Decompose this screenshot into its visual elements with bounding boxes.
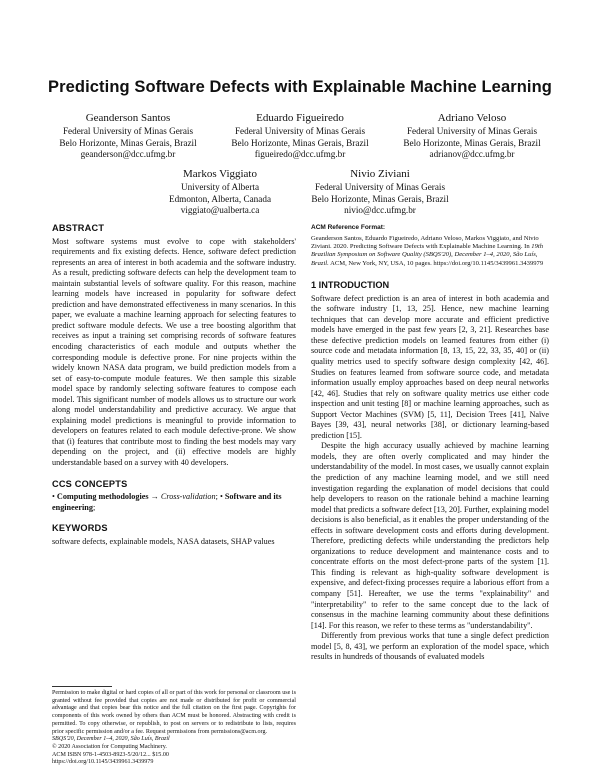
- author-location: Belo Horizonte, Minas Gerais, Brazil: [231, 137, 369, 148]
- copyright-line: © 2020 Association for Computing Machinery.: [52, 743, 167, 750]
- author-affiliation: Federal University of Minas Gerais: [62, 126, 194, 136]
- abstract-heading: ABSTRACT: [52, 223, 105, 233]
- isbn-line: ACM ISBN 978-1-4503-8923-5/20/12... $15.00: [52, 751, 169, 758]
- intro-paragraph: Differently from previous works that tune a single defect prediction model [5, 8, 43], we perform an exploration of the model space, which results in hundreds of thousands of evaluated models: [311, 631, 549, 662]
- author-location: Belo Horizonte, Minas Gerais, Brazil: [59, 137, 197, 148]
- ccs-term: Software and its engineering: [52, 492, 282, 512]
- acm-reference-authors: Geanderson Santos, Eduardo Figueiredo, Adriano Veloso, Markos Viggiato, and Nivio Ziviani. 2020. Predicting Software Defects with Explainable Machine Learning. In: [311, 234, 539, 250]
- author-email: figueiredo@dcc.ufmg.br: [254, 149, 346, 159]
- author-block: [28, 112, 228, 161]
- keywords-heading: KEYWORDS: [52, 523, 108, 534]
- acm-reference-venue: 19th Brazilian Symposium on Software Quality (SBQS'20), December 1–4, 2020, São Luís, Brazil.: [311, 242, 544, 267]
- author-block: [200, 112, 400, 161]
- author-email: adrianov@dcc.ufmg.br: [429, 149, 515, 159]
- intro-paragraph: Despite the high accuracy usually achieved by machine learning models, they are often overly complicated and may hinder the understandability of the model. In most cases, we usually cannot explain the prediction of any machine learning model, and we still need investigation regarding the explanation of model decisions that could help developers to reason on the rationale behind a machine learning model that predicts a software defect [13, 20]. Further, explaining model decisions is also beneficial, as it enables the proper understanding of the effects in software development costs and efforts during development. Therefore, predicting defects while understanding the predictors help organizations to reduce development and maintenance costs and to concentrate efforts on the most defect-prone parts of the system [1]. This finding is relevant as high-quality software development is expensive, and defect-fixing processes require a laborious effort from a company [51]. Hereafter, we use the terms "explainability" and "interpretability" to refer to the same concept due to the lack of consensus in the machine learning community about these definitions [14]. For this reason, we refer to these terms as "understandability".: [311, 441, 549, 630]
- intro-paragraph: Software defect prediction is an area of interest in both academia and the software industry [1, 13, 25]. Hence, new machine learning techniques that can develop more accurate and efficient predictive models have emerged in the past few years [2, 3, 21]. Researches base these defective prediction models on learned features from either (i) source code and metadata information [8, 13, 15, 22, 33, 35, 40] or (ii) quality metrics used to specify software design complexity [42, 46]. Studies on features learned from software source code, and metadata information usually employ approaches based on deep neural networks [42, 46]. Studies that rely on software quality metrics use either code inspection and unit testing [8] or machine learning approaches, such as Support Vector Machines (SVM) [5, 11], Decision Trees [41], Naïve Bayes [39, 43], neural networks [38], or dictionary learning-based prediction [15].: [311, 293, 549, 440]
- author-email: nivio@dcc.ufmg.br: [344, 205, 416, 215]
- author-location: Belo Horizonte, Minas Gerais, Brazil: [403, 137, 541, 148]
- permission-notice: [52, 690, 296, 767]
- author-affiliation: Federal University of Minas Gerais: [314, 182, 446, 192]
- ccs-concepts: [52, 492, 296, 513]
- author-affiliation: Federal University of Minas Gerais: [406, 126, 538, 136]
- permission-text: Permission to make digital or hard copies of all or part of this work for personal or classroom use is granted without fee provided that copies are not made or distributed for profit or commercial advantage and that copies bear this notice and the full citation on the first page. Copyrights for components of this work owned by others than ACM must be honored. Abstracting with credit is permitted. To copy otherwise, or republish, to post on servers or to redistribute to lists, requires prior specific permission and/or a fee. Request permissions from permissions@acm.org.: [52, 690, 296, 735]
- author-email: geanderson@dcc.ufmg.br: [80, 149, 176, 159]
- acm-reference-tail: ACM, New York, NY, USA, 10 pages. https://doi.org/10.1145/3439961.3439979: [328, 259, 544, 267]
- author-affiliation: Federal University of Minas Gerais: [234, 126, 366, 136]
- author-name: Nivio Ziviani: [350, 168, 410, 180]
- ccs-term: Cross-validation: [160, 492, 216, 502]
- left-column: [52, 223, 296, 547]
- keywords-text: software defects, explainable models, NASA datasets, SHAP values: [52, 536, 275, 546]
- introduction-heading: 1 INTRODUCTION: [311, 280, 390, 291]
- acm-reference-heading: ACM Reference Format:: [311, 224, 386, 231]
- right-column: [311, 223, 549, 663]
- ccs-end: ;: [92, 502, 96, 512]
- author-name: Markos Viggiato: [183, 168, 257, 180]
- paper-title: Predicting Software Defects with Explainable Machine Learning: [48, 78, 552, 96]
- author-name: Geanderson Santos: [85, 112, 171, 124]
- author-block: [372, 112, 572, 161]
- ccs-heading: CCS CONCEPTS: [52, 478, 128, 489]
- ccs-arrow: →: [148, 492, 161, 502]
- doi-link[interactable]: https://doi.org/10.1145/3439961.3439979: [52, 759, 154, 766]
- author-location: Edmonton, Alberta, Canada: [168, 193, 272, 204]
- abstract-text: Most software systems must evolve to cope with stakeholders' requirements and fix existing defects. Hence, software defect prediction represents an area of interest in both academia and the software industry. As a result, predicting software defects can help the development team to maintain substantial levels of software quality. For this reason, machine learning models have increased in popularity for software defect prediction and have demonstrated effectiveness in many scenarios. In this paper, we evaluate a machine learning approach for selecting features to predict software module defects. We use a tree boosting algorithm that receives as input a training set comprising records of software features encoding characteristics of each module and outputs whether the corresponding module is defective prone. For nine projects within the widely known NASA data program, we build prediction models from a set of easy-to-compute module features. We then sample this sizable model space by randomly selecting software features to compose each model. This significant number of models allows us to structure our work along model understandability and predictive accuracy. We argue that explaining model predictions is meaningful to provide information to developers on features related to each module defective-prone. We show that (i) features that contribute most to finding the best models may vary depending on the project, and (ii) effective models are highly understandable based on a survey with 40 developers.: [52, 236, 296, 468]
- author-affiliation: University of Alberta: [180, 182, 260, 192]
- author-name: Adriano Veloso: [437, 112, 507, 124]
- ccs-separator: ; •: [215, 492, 225, 502]
- author-block: [280, 168, 480, 217]
- footnote-divider: [52, 686, 112, 687]
- conference-line: SBQS'20, December 1–4, 2020, São Luís, Brazil: [52, 736, 170, 743]
- ccs-bullet: •: [52, 492, 57, 502]
- acm-reference-text: [311, 235, 549, 269]
- author-email: viggiato@ualberta.ca: [180, 205, 260, 215]
- author-name: Eduardo Figueiredo: [256, 112, 344, 124]
- author-location: Belo Horizonte, Minas Gerais, Brazil: [311, 193, 449, 204]
- ccs-term: Computing methodologies: [56, 492, 149, 502]
